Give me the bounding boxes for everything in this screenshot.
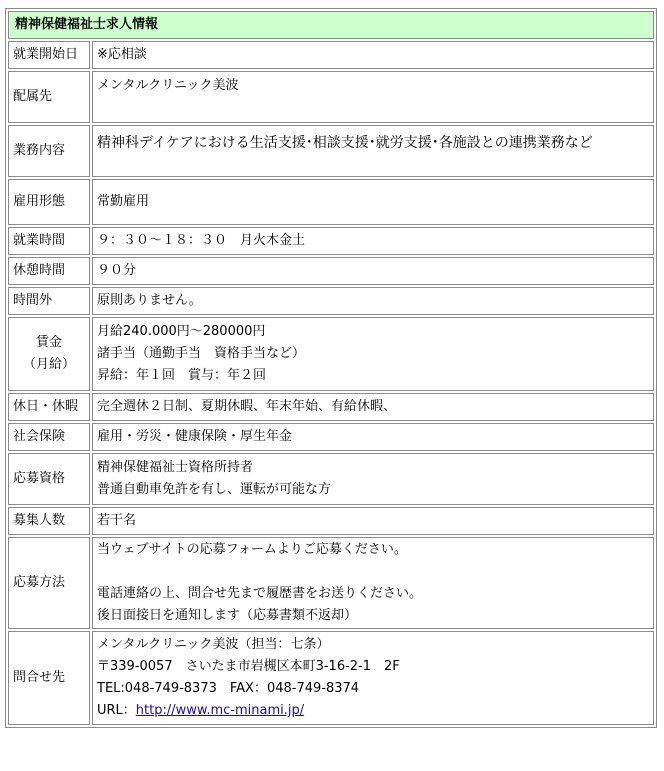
- row-job-description: [8, 125, 654, 177]
- openings-value: 若干名: [92, 507, 654, 535]
- application-method-label: 応募方法: [8, 537, 90, 629]
- application-interview: 後日面接日を通知します（応募書類不返却）: [97, 608, 358, 623]
- wage-monthly: 月給240.000円〜280000円: [97, 324, 266, 339]
- wage-label-sub: （月給）: [22, 357, 75, 372]
- row-overtime: [8, 287, 654, 315]
- holidays-value: 完全週休２日制、夏期休暇、年末年始、有給休暇、: [92, 393, 654, 421]
- employment-type-value: 常勤雇用: [92, 179, 654, 225]
- social-insurance-label: 社会保険: [8, 423, 90, 451]
- contact-clinic: メンタルクリニック美波（担当：七条）: [97, 637, 330, 652]
- row-qualification: [8, 453, 654, 505]
- row-working-hours: [8, 227, 654, 255]
- break-time-value: ９０分: [92, 257, 654, 285]
- row-department: [8, 71, 654, 123]
- wage-label: [8, 317, 90, 391]
- row-openings: [8, 507, 654, 535]
- wage-allowances: 諸手当（通勤手当 資格手当など）: [97, 346, 306, 361]
- job-listing: [5, 8, 657, 728]
- row-break-time: [8, 257, 654, 285]
- working-hours-value: ９：３０〜１８：３０ 月火木金土: [92, 227, 654, 255]
- holidays-label: 休日・休暇: [8, 393, 90, 421]
- wage-value: [92, 317, 654, 391]
- contact-label: 問合せ先: [8, 631, 90, 725]
- contact-url-link[interactable]: http://www.mc-minami.jp/: [135, 703, 305, 718]
- qualification-license: 精神保健福祉士資格所持者: [97, 460, 254, 475]
- row-wage: [8, 317, 654, 391]
- wage-label-main: 賃金: [35, 335, 62, 350]
- job-description-label: 業務内容: [8, 125, 90, 177]
- row-start-date: [8, 41, 654, 69]
- qualification-value: [92, 453, 654, 505]
- qualification-driving: 普通自動車免許を有し、運転が可能な方: [97, 482, 332, 497]
- wage-raise-bonus: 昇給：年１回 賞与：年２回: [97, 368, 267, 383]
- row-application-method: [8, 537, 654, 629]
- job-info-table: [5, 8, 657, 728]
- contact-phone-fax: TEL:048-749-8373 FAX：048-749-8374: [97, 681, 360, 696]
- start-date-value: ※応相談: [92, 41, 654, 69]
- application-spacer: [97, 561, 649, 583]
- row-employment-type: [8, 179, 654, 225]
- overtime-label: 時間外: [8, 287, 90, 315]
- row-social-insurance: [8, 423, 654, 451]
- overtime-value: 原則ありません。: [92, 287, 654, 315]
- contact-url-prefix: URL：: [97, 703, 136, 718]
- contact-address: 〒339-0057 さいたま市岩槻区本町3-16-2-1 2F: [97, 659, 400, 674]
- contact-url-line: [97, 700, 649, 722]
- working-hours-label: 就業時間: [8, 227, 90, 255]
- job-description-value: 精神科デイケアにおける生活支援･相談支援･就労支援･各施設との連携業務など: [92, 125, 654, 177]
- employment-type-label: 雇用形態: [8, 179, 90, 225]
- contact-value: [92, 631, 654, 725]
- openings-label: 募集人数: [8, 507, 90, 535]
- qualification-label: 応募資格: [8, 453, 90, 505]
- application-method-value: [92, 537, 654, 629]
- table-title: 精神保健福祉士求人情報: [8, 11, 654, 39]
- row-holidays: [8, 393, 654, 421]
- department-label: 配属先: [8, 71, 90, 123]
- application-web-form: 当ウェブサイトの応募フォームよりご応募ください。: [97, 542, 407, 557]
- department-value: メンタルクリニック美波: [92, 71, 654, 123]
- social-insurance-value: 雇用・労災・健康保険・厚生年金: [92, 423, 654, 451]
- row-contact: [8, 631, 654, 725]
- start-date-label: 就業開始日: [8, 41, 90, 69]
- application-resume: 電話連絡の上、問合せ先まで履歴書をお送りください。: [97, 586, 423, 601]
- break-time-label: 休憩時間: [8, 257, 90, 285]
